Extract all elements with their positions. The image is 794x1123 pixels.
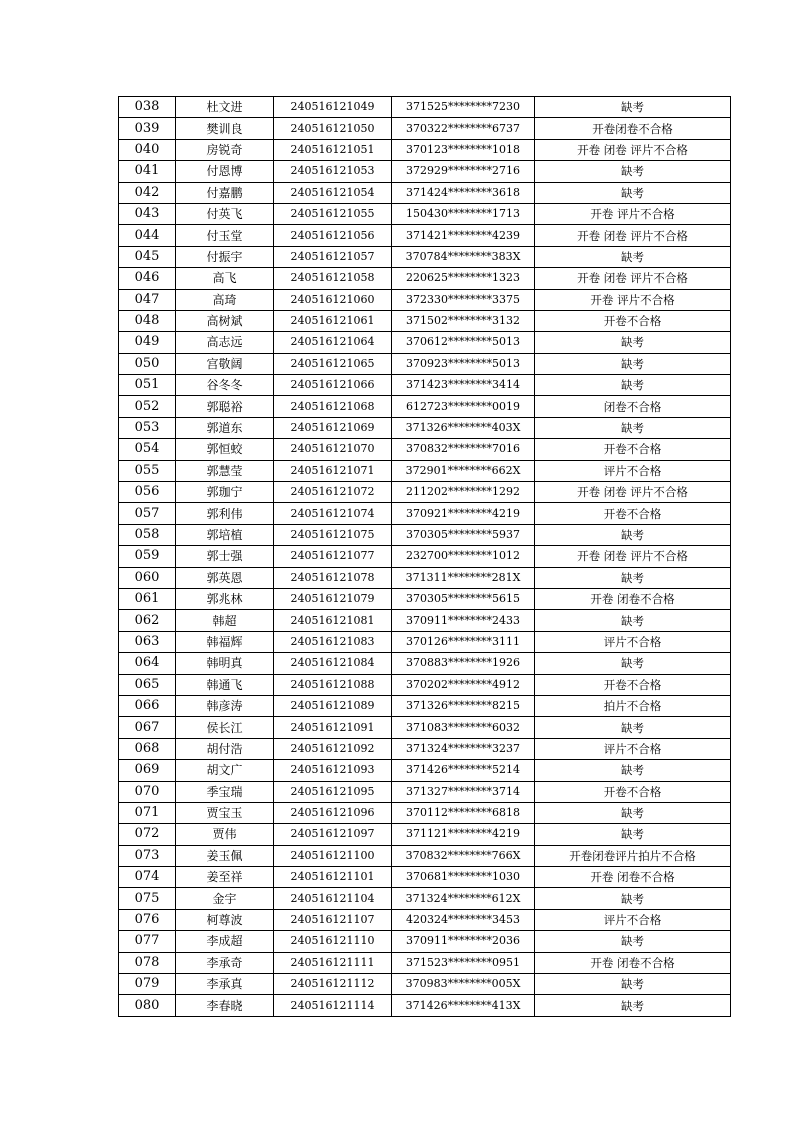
- id-card-number: 370883********1926: [392, 653, 535, 674]
- row-number: 070: [119, 781, 176, 802]
- exam-number: 240516121061: [274, 310, 392, 331]
- table-row: [119, 524, 731, 545]
- candidate-name: 李承奇: [176, 952, 274, 973]
- table-row: [119, 546, 731, 567]
- exam-number: 240516121058: [274, 268, 392, 289]
- exam-number: 240516121095: [274, 781, 392, 802]
- id-card-number: 372330********3375: [392, 289, 535, 310]
- table-row: [119, 824, 731, 845]
- id-card-number: 372929********2716: [392, 161, 535, 182]
- id-card-number: 371426********5214: [392, 760, 535, 781]
- id-card-number: 371423********3414: [392, 375, 535, 396]
- row-number: 051: [119, 375, 176, 396]
- exam-result: 开卷 闭卷不合格: [535, 588, 731, 609]
- candidate-name: 胡文广: [176, 760, 274, 781]
- row-number: 075: [119, 888, 176, 909]
- table-row: [119, 161, 731, 182]
- id-card-number: 370983********005X: [392, 974, 535, 995]
- id-card-number: 371311********281X: [392, 567, 535, 588]
- exam-number: 240516121089: [274, 695, 392, 716]
- row-number: 045: [119, 246, 176, 267]
- row-number: 040: [119, 139, 176, 160]
- candidate-name: 杜文进: [176, 97, 274, 118]
- id-card-number: 370123********1018: [392, 139, 535, 160]
- candidate-name: 宫敬阔: [176, 353, 274, 374]
- exam-number: 240516121093: [274, 760, 392, 781]
- exam-result: 缺考: [535, 524, 731, 545]
- exam-number: 240516121084: [274, 653, 392, 674]
- exam-number: 240516121075: [274, 524, 392, 545]
- candidate-name: 郭士强: [176, 546, 274, 567]
- table-row: [119, 246, 731, 267]
- exam-result: 开卷 闭卷 评片不合格: [535, 225, 731, 246]
- row-number: 038: [119, 97, 176, 118]
- row-number: 074: [119, 867, 176, 888]
- results-table-body: [119, 97, 731, 1017]
- row-number: 077: [119, 931, 176, 952]
- id-card-number: 370305********5615: [392, 588, 535, 609]
- table-row: [119, 802, 731, 823]
- table-row: [119, 867, 731, 888]
- id-card-number: 370911********2036: [392, 931, 535, 952]
- candidate-name: 侯长江: [176, 717, 274, 738]
- id-card-number: 232700********1012: [392, 546, 535, 567]
- exam-result: 缺考: [535, 375, 731, 396]
- row-number: 053: [119, 417, 176, 438]
- exam-number: 240516121071: [274, 460, 392, 481]
- exam-number: 240516121053: [274, 161, 392, 182]
- row-number: 047: [119, 289, 176, 310]
- row-number: 063: [119, 631, 176, 652]
- row-number: 061: [119, 588, 176, 609]
- id-card-number: 371424********3618: [392, 182, 535, 203]
- exam-result: 缺考: [535, 332, 731, 353]
- table-row: [119, 203, 731, 224]
- table-row: [119, 717, 731, 738]
- table-row: [119, 439, 731, 460]
- row-number: 064: [119, 653, 176, 674]
- table-row: [119, 396, 731, 417]
- exam-result: 缺考: [535, 353, 731, 374]
- row-number: 058: [119, 524, 176, 545]
- id-card-number: 371502********3132: [392, 310, 535, 331]
- exam-result: 开卷不合格: [535, 674, 731, 695]
- table-row: [119, 332, 731, 353]
- table-row: [119, 909, 731, 930]
- candidate-name: 贾伟: [176, 824, 274, 845]
- exam-number: 240516121107: [274, 909, 392, 930]
- exam-result: 缺考: [535, 653, 731, 674]
- table-row: [119, 781, 731, 802]
- row-number: 060: [119, 567, 176, 588]
- candidate-name: 韩福辉: [176, 631, 274, 652]
- candidate-name: 姜至祥: [176, 867, 274, 888]
- table-row: [119, 97, 731, 118]
- exam-result: 缺考: [535, 97, 731, 118]
- exam-number: 240516121100: [274, 845, 392, 866]
- table-row: [119, 888, 731, 909]
- exam-result: 缺考: [535, 610, 731, 631]
- row-number: 041: [119, 161, 176, 182]
- exam-result: 开卷 评片不合格: [535, 203, 731, 224]
- row-number: 050: [119, 353, 176, 374]
- row-number: 078: [119, 952, 176, 973]
- table-row: [119, 653, 731, 674]
- exam-result: 开卷 评片不合格: [535, 289, 731, 310]
- candidate-name: 高飞: [176, 268, 274, 289]
- candidate-name: 李成超: [176, 931, 274, 952]
- exam-number: 240516121060: [274, 289, 392, 310]
- candidate-name: 高志远: [176, 332, 274, 353]
- exam-number: 240516121066: [274, 375, 392, 396]
- table-row: [119, 738, 731, 759]
- id-card-number: 371121********4219: [392, 824, 535, 845]
- candidate-name: 季宝瑞: [176, 781, 274, 802]
- exam-result: 缺考: [535, 974, 731, 995]
- exam-number: 240516121077: [274, 546, 392, 567]
- id-card-number: 370322********6737: [392, 118, 535, 139]
- table-row: [119, 353, 731, 374]
- candidate-name: 谷冬冬: [176, 375, 274, 396]
- table-row: [119, 417, 731, 438]
- exam-result: 缺考: [535, 717, 731, 738]
- candidate-name: 韩通飞: [176, 674, 274, 695]
- candidate-name: 李承真: [176, 974, 274, 995]
- candidate-name: 郭恒蛟: [176, 439, 274, 460]
- table-row: [119, 610, 731, 631]
- id-card-number: 370921********4219: [392, 503, 535, 524]
- id-card-number: 370112********6818: [392, 802, 535, 823]
- exam-result: 拍片不合格: [535, 695, 731, 716]
- exam-number: 240516121069: [274, 417, 392, 438]
- exam-number: 240516121096: [274, 802, 392, 823]
- row-number: 057: [119, 503, 176, 524]
- exam-result: 缺考: [535, 931, 731, 952]
- candidate-name: 郭道东: [176, 417, 274, 438]
- candidate-name: 高树斌: [176, 310, 274, 331]
- candidate-name: 郭兆林: [176, 588, 274, 609]
- exam-result: 开卷 闭卷 评片不合格: [535, 139, 731, 160]
- id-card-number: 371324********3237: [392, 738, 535, 759]
- table-row: [119, 995, 731, 1016]
- exam-number: 240516121056: [274, 225, 392, 246]
- id-card-number: 370126********3111: [392, 631, 535, 652]
- candidate-name: 郭慧莹: [176, 460, 274, 481]
- exam-result: 评片不合格: [535, 460, 731, 481]
- candidate-name: 贾宝玉: [176, 802, 274, 823]
- exam-number: 240516121079: [274, 588, 392, 609]
- table-row: [119, 289, 731, 310]
- table-row: [119, 674, 731, 695]
- id-card-number: 150430********1713: [392, 203, 535, 224]
- row-number: 068: [119, 738, 176, 759]
- exam-number: 240516121081: [274, 610, 392, 631]
- exam-result: 缺考: [535, 995, 731, 1016]
- candidate-name: 付嘉鹏: [176, 182, 274, 203]
- id-card-number: 220625********1323: [392, 268, 535, 289]
- row-number: 059: [119, 546, 176, 567]
- exam-result: 缺考: [535, 246, 731, 267]
- exam-number: 240516121070: [274, 439, 392, 460]
- exam-number: 240516121078: [274, 567, 392, 588]
- candidate-name: 郭利伟: [176, 503, 274, 524]
- table-row: [119, 118, 731, 139]
- candidate-name: 樊训良: [176, 118, 274, 139]
- id-card-number: 370832********766X: [392, 845, 535, 866]
- candidate-name: 郭培植: [176, 524, 274, 545]
- row-number: 046: [119, 268, 176, 289]
- exam-number: 240516121049: [274, 97, 392, 118]
- exam-result: 缺考: [535, 182, 731, 203]
- exam-result: 开卷 闭卷不合格: [535, 867, 731, 888]
- exam-result: 开卷闭卷评片拍片不合格: [535, 845, 731, 866]
- exam-result: 评片不合格: [535, 738, 731, 759]
- exam-number: 240516121074: [274, 503, 392, 524]
- exam-result: 开卷不合格: [535, 439, 731, 460]
- exam-result: 评片不合格: [535, 631, 731, 652]
- exam-result: 开卷 闭卷 评片不合格: [535, 268, 731, 289]
- candidate-name: 韩彦涛: [176, 695, 274, 716]
- row-number: 065: [119, 674, 176, 695]
- exam-result: 闭卷不合格: [535, 396, 731, 417]
- table-row: [119, 588, 731, 609]
- id-card-number: 370612********5013: [392, 332, 535, 353]
- exam-number: 240516121110: [274, 931, 392, 952]
- candidate-name: 高琦: [176, 289, 274, 310]
- id-card-number: 371523********0951: [392, 952, 535, 973]
- table-row: [119, 695, 731, 716]
- id-card-number: 371525********7230: [392, 97, 535, 118]
- id-card-number: 420324********3453: [392, 909, 535, 930]
- exam-number: 240516121083: [274, 631, 392, 652]
- exam-number: 240516121072: [274, 482, 392, 503]
- row-number: 066: [119, 695, 176, 716]
- row-number: 056: [119, 482, 176, 503]
- exam-number: 240516121054: [274, 182, 392, 203]
- id-card-number: 370911********2433: [392, 610, 535, 631]
- row-number: 052: [119, 396, 176, 417]
- exam-number: 240516121091: [274, 717, 392, 738]
- exam-result: 评片不合格: [535, 909, 731, 930]
- table-row: [119, 631, 731, 652]
- id-card-number: 371324********612X: [392, 888, 535, 909]
- id-card-number: 370305********5937: [392, 524, 535, 545]
- exam-number: 240516121068: [274, 396, 392, 417]
- table-row: [119, 482, 731, 503]
- row-number: 039: [119, 118, 176, 139]
- exam-number: 240516121104: [274, 888, 392, 909]
- exam-result: 开卷 闭卷 评片不合格: [535, 546, 731, 567]
- exam-number: 240516121088: [274, 674, 392, 695]
- exam-result: 缺考: [535, 802, 731, 823]
- id-card-number: 370784********383X: [392, 246, 535, 267]
- row-number: 069: [119, 760, 176, 781]
- row-number: 071: [119, 802, 176, 823]
- table-row: [119, 310, 731, 331]
- row-number: 072: [119, 824, 176, 845]
- table-row: [119, 460, 731, 481]
- row-number: 044: [119, 225, 176, 246]
- exam-result: 缺考: [535, 824, 731, 845]
- candidate-name: 李春晓: [176, 995, 274, 1016]
- id-card-number: 371426********413X: [392, 995, 535, 1016]
- row-number: 055: [119, 460, 176, 481]
- exam-result: 开卷闭卷不合格: [535, 118, 731, 139]
- candidate-name: 付振宇: [176, 246, 274, 267]
- exam-number: 240516121050: [274, 118, 392, 139]
- table-row: [119, 931, 731, 952]
- table-row: [119, 182, 731, 203]
- id-card-number: 612723********0019: [392, 396, 535, 417]
- table-row: [119, 974, 731, 995]
- exam-number: 240516121065: [274, 353, 392, 374]
- candidate-name: 付恩博: [176, 161, 274, 182]
- exam-result: 缺考: [535, 161, 731, 182]
- id-card-number: 211202********1292: [392, 482, 535, 503]
- exam-number: 240516121051: [274, 139, 392, 160]
- row-number: 079: [119, 974, 176, 995]
- candidate-name: 郭英恩: [176, 567, 274, 588]
- id-card-number: 370923********5013: [392, 353, 535, 374]
- exam-number: 240516121097: [274, 824, 392, 845]
- id-card-number: 372901********662X: [392, 460, 535, 481]
- table-row: [119, 952, 731, 973]
- exam-number: 240516121057: [274, 246, 392, 267]
- exam-result: 开卷不合格: [535, 503, 731, 524]
- exam-result: 缺考: [535, 417, 731, 438]
- exam-number: 240516121111: [274, 952, 392, 973]
- exam-result: 开卷 闭卷 评片不合格: [535, 482, 731, 503]
- row-number: 043: [119, 203, 176, 224]
- id-card-number: 371327********3714: [392, 781, 535, 802]
- exam-result: 缺考: [535, 888, 731, 909]
- exam-result: 缺考: [535, 567, 731, 588]
- exam-result: 缺考: [535, 760, 731, 781]
- exam-number: 240516121114: [274, 995, 392, 1016]
- exam-number: 240516121092: [274, 738, 392, 759]
- table-row: [119, 375, 731, 396]
- row-number: 042: [119, 182, 176, 203]
- exam-number: 240516121112: [274, 974, 392, 995]
- exam-number: 240516121064: [274, 332, 392, 353]
- candidate-name: 房锐奇: [176, 139, 274, 160]
- exam-result: 开卷不合格: [535, 310, 731, 331]
- exam-result: 开卷不合格: [535, 781, 731, 802]
- candidate-name: 胡付浩: [176, 738, 274, 759]
- candidate-name: 付玉堂: [176, 225, 274, 246]
- id-card-number: 371326********403X: [392, 417, 535, 438]
- candidate-name: 姜玉佩: [176, 845, 274, 866]
- row-number: 067: [119, 717, 176, 738]
- exam-number: 240516121101: [274, 867, 392, 888]
- exam-number: 240516121055: [274, 203, 392, 224]
- id-card-number: 370202********4912: [392, 674, 535, 695]
- candidate-name: 郭聪裕: [176, 396, 274, 417]
- row-number: 048: [119, 310, 176, 331]
- row-number: 076: [119, 909, 176, 930]
- candidate-name: 韩明真: [176, 653, 274, 674]
- table-row: [119, 760, 731, 781]
- id-card-number: 371326********8215: [392, 695, 535, 716]
- row-number: 062: [119, 610, 176, 631]
- candidate-name: 柯尊波: [176, 909, 274, 930]
- row-number: 054: [119, 439, 176, 460]
- results-table: [118, 96, 731, 1017]
- table-row: [119, 139, 731, 160]
- row-number: 049: [119, 332, 176, 353]
- candidate-name: 韩超: [176, 610, 274, 631]
- table-row: [119, 567, 731, 588]
- exam-result: 开卷 闭卷不合格: [535, 952, 731, 973]
- table-row: [119, 503, 731, 524]
- table-row: [119, 845, 731, 866]
- id-card-number: 370681********1030: [392, 867, 535, 888]
- table-row: [119, 225, 731, 246]
- row-number: 080: [119, 995, 176, 1016]
- id-card-number: 370832********7016: [392, 439, 535, 460]
- candidate-name: 付英飞: [176, 203, 274, 224]
- row-number: 073: [119, 845, 176, 866]
- id-card-number: 371421********4239: [392, 225, 535, 246]
- candidate-name: 金宇: [176, 888, 274, 909]
- candidate-name: 郭珈宁: [176, 482, 274, 503]
- table-row: [119, 268, 731, 289]
- id-card-number: 371083********6032: [392, 717, 535, 738]
